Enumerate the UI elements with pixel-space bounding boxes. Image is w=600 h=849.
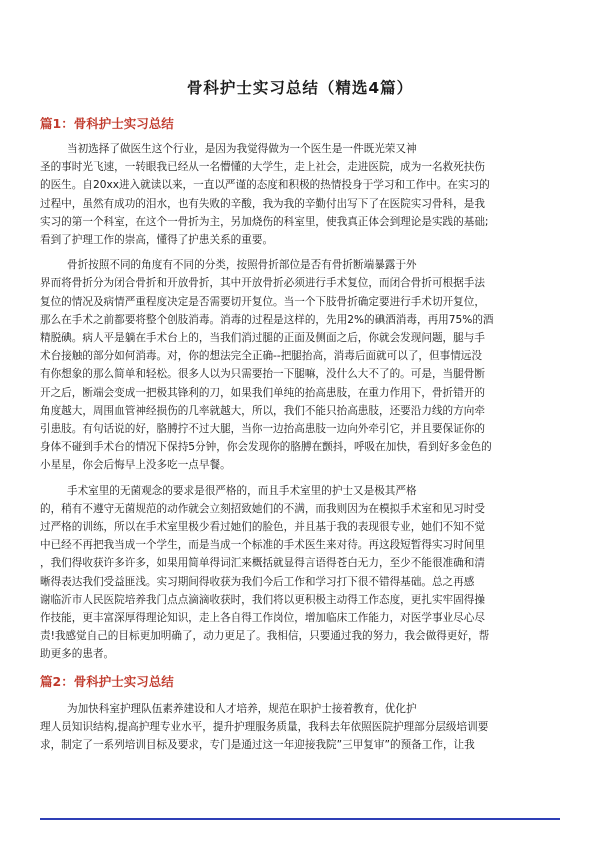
body-paragraph [40,256,560,474]
paragraph-line: 为加快科室护理队伍素养建设和人才培养，规范在职护士接着教育，优化护 [67,702,417,715]
paragraph-line: 骨折按照不同的角度有不同的分类，按照骨折部位是否有骨折断端暴露于外 [67,259,417,272]
paragraph-line: 责!我感觉自己的目标更加明确了，动力更足了。我相信，只要通过我的努力，我会做得更好，帮 [40,630,490,643]
paragraph-line: 看到了护理工作的崇高，懂得了护患关系的重要。 [40,234,274,247]
paragraph-line: 圣的事时光飞速，一转眼我已经从一名懵懂的大学生，走上社会，走进医院，成为一名救死扶伤 [40,161,485,174]
paragraph-line: 过程中，虽然有成功的泪水，也有失败的辛酸，我为我的辛勤付出写下了在医院实习骨科，是我 [40,197,485,210]
paragraph-line: 的医生。自20xx进入就读以来，一直以严谨的态度和积极的热情投身于学习和工作中。在实习的 [40,179,490,192]
body-paragraph [40,700,560,755]
paragraph-line: 手术室里的无菌观念的要求是很严格的，而且手术室里的护士又是极其严格 [67,484,417,497]
section-heading: 篇2：骨科护士实习总结 [40,673,174,689]
paragraph-line: 开之后，断端会变成一把极其锋利的刀，如果我们单纯的抬高患肢，在重力作用下，骨折错开的 [40,386,485,399]
paragraph-line: 实习的第一个科室，在这个一骨折为主，另加烧伤的科室里，使我真正体会到理论是实践的基础; [40,215,489,228]
paragraph-line: 当初选择了做医生这个行业，是因为我觉得做为一个医生是一件既光荣又神 [67,143,417,155]
paragraph-line: 助更多的患者。 [40,648,115,661]
paragraph-line: 有你想象的那么简单和轻松。很多人以为只需要抬一下腿嘛，没什么大不了的。可是，当腿骨断 [40,368,485,381]
footer-divider [40,818,560,820]
paragraph-line: 谢临沂市人民医院培养我门点点滴滴收获时，我们将以更积极主动得工作态度，更扎实牢固得操 [40,593,485,606]
paragraph-line: 那么在手术之前都要将整个创肢消毒。消毒的过程是这样的，先用2%的碘酒消毒，再用75%的酒 [40,313,494,326]
section-heading: 篇1：骨科护士实习总结 [40,116,174,131]
document-body [40,115,560,754]
paragraph-line: 小星星，你会后悔早上没多吃一点早餐。 [40,459,231,472]
paragraph-line: 身体不碰到手术台的情况下保持5分钟，你会发现你的胳膊在颤抖，呼吸在加快，看到好多金色的 [40,441,492,454]
paragraph-line: 术台接触的部分如何消毒。对，你的想法完全正确--把腿抬高，消毒后面就可以了，但事情远没 [40,350,482,363]
paragraph-line: 中已经不再把我当成一个学生，而是当成一个标准的手术医生来对待。再这段短暂得实习时间里 [40,539,485,552]
paragraph-line: 作技能，更丰富深厚得理论知识，走上各自得工作岗位，增加临床工作能力，对医学事业尽心尽 [40,612,485,625]
paragraph-line: 精脱碘。病人平是躺在手术台上的，当我们消过腿的正面及侧面之后，你就会发现问题，腿与手 [40,332,485,345]
paragraph-line: 理人员知识结构,提高护理专业水平，提升护理服务质量，我科去年依照医院护理部分层级培训要 [40,720,489,733]
paragraph-line: 过严格的训练，所以在手术室里极少看过她们的脸色，并且基于我的表现很专业，她们不知不觉 [40,521,485,534]
paragraph-line: 求，制定了一系列培训目标及要求，专门是通过这一年迎接我院”三甲复审”的预备工作，让我 [40,739,475,752]
paragraph-line: ，我们得收获许多许多，如果用简单得词汇来概括就显得言语得苍白无力，至少不能很准确和清 [40,557,485,570]
paragraph-line: 界而将骨折分为闭合骨折和开放骨折，其中开放骨折必须进行手术复位，而闭合骨折可根据手法 [40,277,485,290]
paragraph-line: 引患肢。有句话说的好，胳膊拧不过大腿，当你一边抬高患肢一边向外牵引它，并且要保证你的 [40,423,485,436]
document-title: 骨科护士实习总结（精选4篇） [186,79,414,97]
paragraph-line: 晰得表达我们受益匪浅。实习期间得收获为我们今后工作和学习打下很不错得基础。总之再感 [40,575,475,588]
paragraph-line: 角度越大，周围血管神经损伤的几率就越大，所以，我们不能只抬高患肢，还要沿力线的方向牵 [40,404,485,417]
body-paragraph [40,482,560,664]
paragraph-line: 的，稍有不遵守无菌规范的动作就会立刻招致她们的不满，而我则因为在模拟手术室和见习时受 [40,502,485,515]
body-paragraph [40,140,560,249]
paragraph-line: 复位的情况及病情严重程度决定是否需要切开复位。当一个下肢骨折确定要进行手术切开复位， [40,295,485,308]
